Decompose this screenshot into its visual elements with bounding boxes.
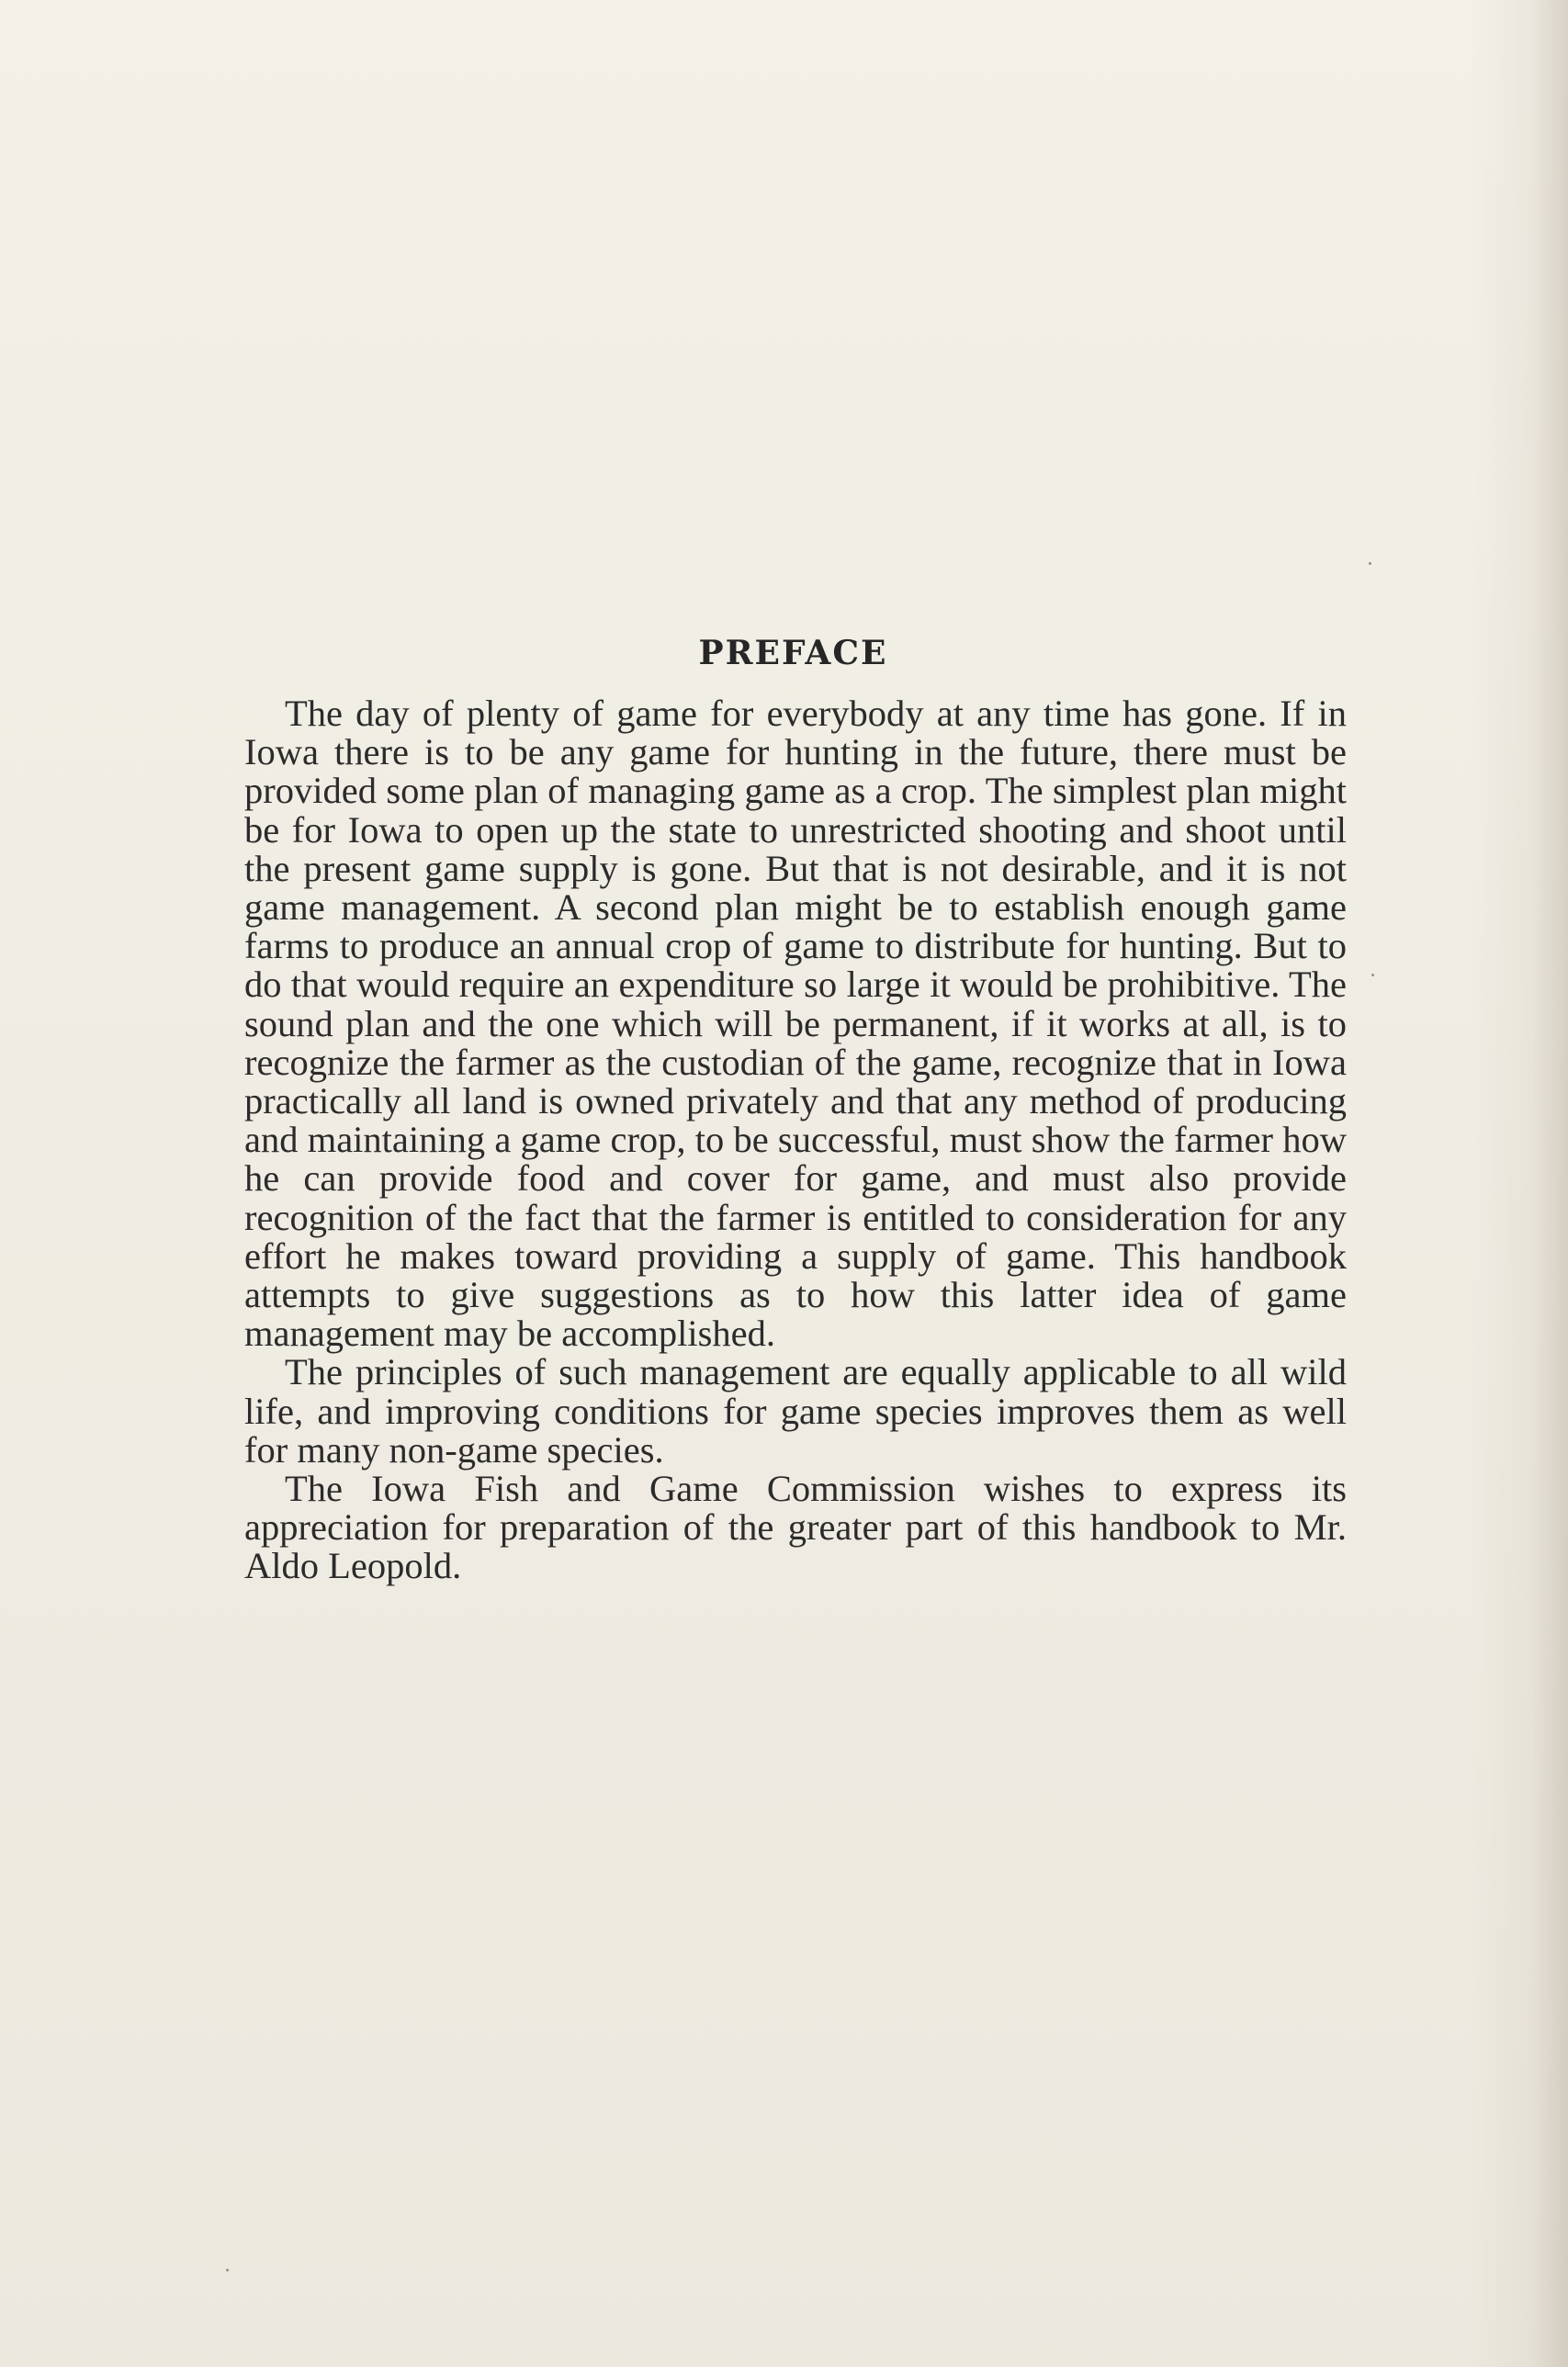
preface-paragraph-1: The day of plenty of game for everybody at any time has gone. If in Iowa there is to be any game for hunting in the future, there must be provided some plan of managing game as a crop. The simplest plan might be for Iowa to open up the state to unrestricted shooting and shoot until the present game supply is gone. But that is not desirable, and it is not game management. A second plan might be to establish enough game farms to produce an annual crop of game to distribute for hunting. But to do that would require an expenditure so large it would be prohibitive. The sound plan and the one which will be permanent, if it works at all, is to recognize the farmer as the custodian of the game, recognize that in Iowa practically all land is owned privately and that any method of producing and maintaining a game crop, to be successful, must show the farmer how he can provide food and cover for game, and must also provide recognition of the fact that the farmer is entitled to consideration for any effort he makes toward providing a supply of game. This handbook attempts to give suggestions as to how this latter idea of game management may be accomplished. [244, 693, 1347, 1355]
preface-paragraph-3: The Iowa Fish and Game Commission wishes to express its appreciation for preparation of the greater part of this handbook to Mr. Aldo Leopold. [244, 1468, 1347, 1587]
paper-speck [1371, 974, 1374, 976]
preface-paragraph-2: The principles of such management are equally applicable to all wild life, and improving conditions for game species improves them as well for many non-game species. [244, 1351, 1347, 1471]
page-title: PREFACE [698, 634, 888, 672]
page-edge-shadow [1531, 0, 1568, 2367]
paper-speck [226, 2269, 229, 2271]
preface-body [244, 694, 1347, 1586]
paper-speck [1369, 562, 1371, 565]
